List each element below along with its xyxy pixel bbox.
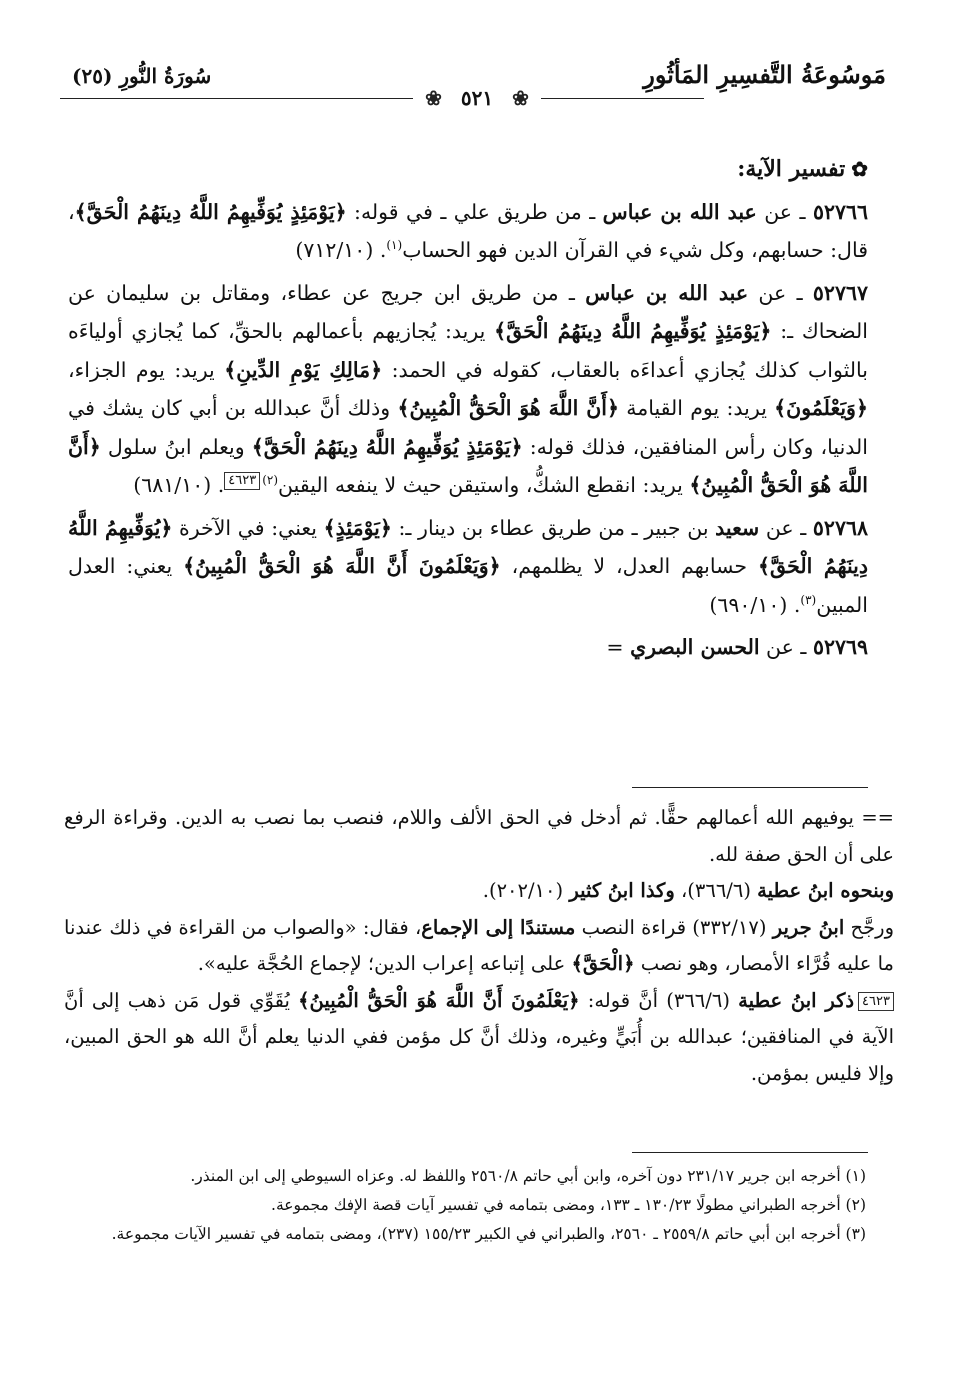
surah-name: سُورَةُ النُّورِ: [119, 64, 212, 88]
quran-quote: ﴿يَوْمَئِذٍ﴾: [323, 515, 392, 540]
separator-rule: [632, 787, 868, 788]
page-header: [60, 52, 894, 118]
footnotes: [64, 1162, 866, 1249]
book-title: مَوسُوعَةُ التَّفسِيرِ المَأثُورِ: [643, 60, 886, 89]
footnote-marker: (٣): [800, 592, 817, 607]
commentary-line: ورجَّح ابنُ جرير (٣٣٢/١٧) قراءة النصب مستندًا إلى الإجماع، فقال: «والصواب من القراءة في ذلك عندنا ما عليه قُرَّاء الأمصار، وهو نصب ﴿الْحَقَّ﴾ على إتباعه إعراب الدين؛ لإجماع الحُجَّة عليه».: [64, 915, 894, 975]
surah-label: [72, 64, 211, 88]
narrator-name: سعيد: [715, 515, 760, 540]
quran-quote: ﴿يَوْمَئِذٍ يُوَفِّيهِمُ اللَّهُ دِينَهُمُ الْحَقَّ﴾: [251, 434, 523, 459]
hadith-entry: ٥٢٧٦٨ ـ عن سعيد بن جبير ـ من طريق عطاء بن دينار ـ: ﴿يَوْمَئِذٍ﴾ يعني: في الآخرة ﴿يُوَفِّيهِمُ اللَّهُ دِينَهُمُ الْحَقَّ﴾ حسابهم العدل، لا يظلمهم، ﴿وَيَعْلَمُونَ أَنَّ اللَّهَ هُوَ الْحَقُّ الْمُبِينُ﴾ يعني: العدل المبين$^{(٣)}$. (٦٩٠/١٠): [68, 515, 868, 617]
footnote-marker: (٢): [262, 473, 279, 488]
footnote: (١) أخرجه ابن جرير ٢٣١/١٧ دون آخره، وابن أبي حاتم ٢٥٦٠/٨ واللفظ له. وعزاه السيوطي إلى ابن المنذر.: [190, 1167, 866, 1185]
footnote: (٢) أخرجه الطبراني مطولًا ١٣٠/٢٣ ـ ١٣٣، ومضى بتمامه في تفسير آيات قصة الإفك مجموعة.: [271, 1196, 866, 1214]
section-title: ✿تفسير الآية:: [737, 156, 868, 182]
cross-ref-box[interactable]: ٤٦٢٣: [224, 472, 260, 490]
cross-ref-box[interactable]: ٤٦٢٣: [858, 992, 894, 1011]
quran-quote: ﴿يَوْمَئِذٍ يُوَفِّيهِمُ اللَّهُ دِينَهُمُ الْحَقَّ﴾: [494, 319, 772, 343]
page-number: ٥٢١: [455, 86, 499, 110]
quran-quote: ﴿أَنَّ اللَّهَ هُوَ الْحَقُّ الْمُبِينُ﴾: [397, 396, 619, 420]
main-text: [68, 150, 868, 671]
quran-quote: ﴿مَالِكِ يَوْمِ الدِّينِ﴾: [224, 357, 383, 382]
narrator-name: عبد الله بن عباس: [602, 199, 757, 224]
hadith-entry: ٥٢٧٦٩ ـ عن الحسن البصري =: [606, 635, 868, 659]
footnote-rule: [632, 1152, 868, 1153]
quran-quote: ﴿الْحَقَّ﴾: [571, 952, 635, 975]
flower-icon: ✿: [851, 157, 868, 181]
quran-quote: ﴿يَعْلَمُونَ أَنَّ اللَّهَ هُوَ الْحَقُّ الْمُبِينُ﴾: [298, 988, 580, 1012]
page-number-wrap: [60, 86, 894, 110]
commentary-block: [64, 800, 894, 1092]
entry-number: ٥٢٧٦٩: [812, 635, 868, 659]
entry-number: ٥٢٧٦٨: [812, 515, 868, 540]
quran-quote: ﴿أَنَّ اللَّهَ هُوَ الْحَقُّ الْمُبِينُ﴾: [68, 434, 868, 497]
entry-number: ٥٢٧٦٧: [812, 280, 868, 305]
hadith-entry: ٥٢٧٦٧ ـ عن عبد الله بن عباس ـ من طريق ابن جريج عن عطاء، ومقاتل بن سليمان عن الضحاك ـ: ﴿يَوْمَئِذٍ يُوَفِّيهِمُ اللَّهُ دِينَهُمُ الْحَقَّ﴾ يريد: يُجازيهم بأعمالهم بالحقِّ، كما يُجازي أولياءَه بالثواب كذلك يُجازي أعداءَه بالعقاب، كقوله في الحمد: ﴿مَالِكِ يَوْمِ الدِّينِ﴾ يريد: يوم الجزاء، ﴿وَيَعْلَمُونَ﴾ يريد: يوم القيامة ﴿أَنَّ اللَّهَ هُوَ الْحَقُّ الْمُبِينُ﴾ وذلك أنَّ عبدالله بن أبي كان يشك في الدنيا، وكان رأس المنافقين، فذلك قوله: ﴿يَوْمَئِذٍ يُوَفِّيهِمُ اللَّهُ دِينَهُمُ الْحَقَّ﴾ ويعلم ابنُ سلول ﴿أَنَّ اللَّهَ هُوَ الْحَقُّ الْمُبِينُ﴾ يريد: انقطع الشكُّ، واستيقن حيث لا ينفعه اليقين$^{(٢)}$٤٦٢٣. (٦٨١/١٠): [68, 280, 868, 497]
ornament-icon: ❀: [419, 86, 448, 110]
surah-number: (٢٥): [72, 64, 113, 88]
commentary-line: == يوفيهم الله أعمالهم حقًّا. ثم أدخل في الحق الألف واللام، فنصب بما نصب به الدين. وقراءة الرفع على أن الحق صفة لله.: [64, 806, 894, 866]
footnote: (٣) أخرجه ابن أبي حاتم ٢٥٥٩/٨ ـ ٢٥٦٠، والطبراني في الكبير ١٥٥/٢٣ (٢٣٧)، ومضى بتمامه في تفسير الآيات مجموعة.: [111, 1225, 866, 1243]
footnote-marker: (١): [386, 238, 403, 253]
commentary-line: ٤٦٢٣ذكر ابنُ عطية (٣٦٦/٦) أنَّ قوله: ﴿يَعْلَمُونَ أَنَّ اللَّهَ هُوَ الْحَقُّ الْمُبِينُ﴾ يُقَوِّي قول مَن ذهب إلى أنَّ الآية في المنافقين؛ عبدالله بن أُبَيٍّ وغيره، وذلك أنَّ كل مؤمن ففي الدنيا يعلم أنَّ الله هو الحق المبين، وإلا فليس بمؤمن.: [64, 988, 894, 1085]
quran-quote: ﴿يُوَفِّيهِمُ اللَّهُ دِينَهُمُ الْحَقَّ﴾: [68, 515, 868, 578]
hadith-entry: ٥٢٧٦٦ ـ عن عبد الله بن عباس ـ من طريق علي ـ في قوله: ﴿يَوْمَئِذٍ يُوَفِّيهِمُ اللَّهُ دِينَهُمُ الْحَقَّ﴾، قال: حسابهم، وكل شيء في القرآن الدين فهو الحساب$^{(١)}$. (٧١٢/١٠): [68, 199, 868, 262]
commentary-line: وبنحوه ابنُ عطية (٣٦٦/٦)، وكذا ابنُ كثير (٢٠٢/١٠).: [482, 879, 894, 902]
narrator-name: الحسن البصري: [630, 635, 760, 659]
ornament-icon: ❀: [506, 86, 535, 110]
quran-quote: ﴿يَوْمَئِذٍ يُوَفِّيهِمُ اللَّهُ دِينَهُمُ الْحَقَّ﴾: [74, 199, 347, 224]
entry-number: ٥٢٧٦٦: [812, 199, 868, 224]
quran-quote: ﴿وَيَعْلَمُونَ أَنَّ اللَّهَ هُوَ الْحَقُّ الْمُبِينُ﴾: [183, 554, 501, 578]
quran-quote: ﴿وَيَعْلَمُونَ﴾: [774, 396, 868, 420]
narrator-name: عبد الله بن عباس: [585, 280, 749, 305]
